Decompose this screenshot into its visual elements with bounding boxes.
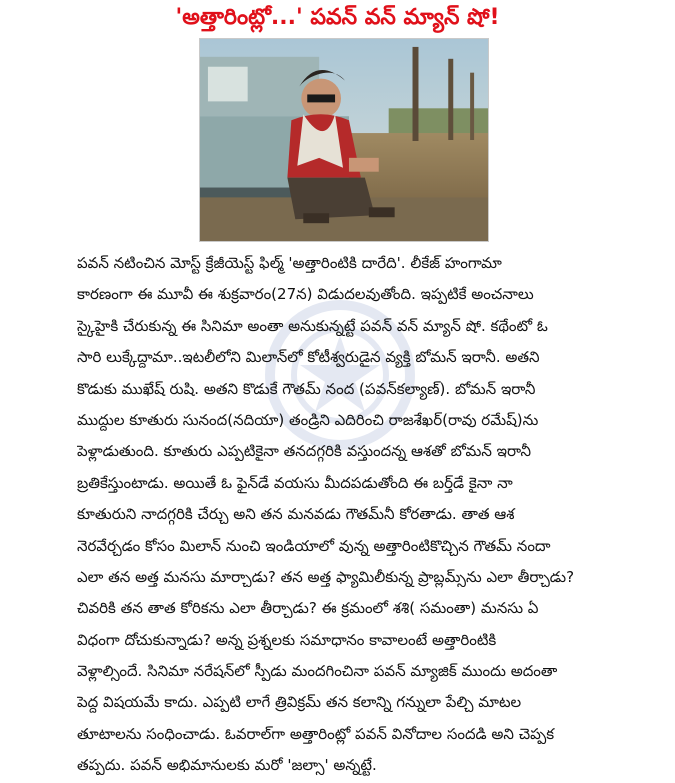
article-line: ఎలా తన అత్త మనసు మార్చాడు? తన అత్త ఫ్యామిలీకున్న ప్రాబ్లమ్స్‌ను ఎలా తీర్చాడు? <box>77 567 575 586</box>
article-line: విధంగా దోచుకున్నాడు? అన్న ప్రశ్నలకు సమాధానం కావాలంటే అత్తారింటికి <box>77 630 497 649</box>
article-line: కొడుకు ముఖేష్ రుషి. అతని కొడుకే గౌతమ్ నంద (పవన్‌కల్యాణ్). బోమన్ ఇరానీ <box>77 379 536 398</box>
article-line: నెరవేర్చడం కోసం మిలాన్ నుంచి ఇండియాలో వున్న అత్తారింటికొచ్చిన గౌతమ్ నందా <box>77 536 551 555</box>
actor-photo <box>199 38 489 242</box>
article-line: ముద్దుల కూతురు సునంద(నదియా) తండ్రిని ఎదిరించి రాజశేఖర్(రావు రమేష్)ను <box>77 410 539 429</box>
article-line: చివరికి తన తాత కోరికను ఎలా తీర్చాడు? ఈ క్రమంలో శశి( సమంతా) మనసు ఏ <box>77 599 539 618</box>
article-body <box>77 248 657 782</box>
article-line: పెళ్లాడుతుంది. కూతురు ఎప్పటికైనా తనదగ్గరికి వస్తుందన్న ఆశతో బోమన్ ఇరానీ <box>77 442 532 461</box>
article-line: పవన్ నటించిన మోస్ట్ క్రేజీయెస్ట్ ఫిల్మ్ 'అత్తారింటికి దారేది'. లీకేజ్ హంగామా <box>77 254 502 272</box>
article-line: కూతురుని నాదగ్గరికి చేర్చు అని తన మనవడు గౌతమ్‌నీ కోరతాడు. తాత ఆశ <box>77 505 515 524</box>
article-line: స్కైహైకి చేరుకున్న ఈ సినిమా అంతా అనుకున్నట్టే పవన్ వన్ మ్యాన్ షో. కథేంటో ఓ <box>77 316 548 335</box>
article-line: వెళ్లాల్సిందే. సినిమా నరేషన్‌లో స్పీడు మందగించినా పవన్ మ్యాజిక్ ముందు అదంతా <box>77 662 558 681</box>
article-line: కారణంగా ఈ మూవీ ఈ శుక్రవారం(27న) విడుదలవుతోంది. ఇప్పటికే అంచనాలు <box>77 285 534 304</box>
actor-photo-illustration <box>200 39 488 241</box>
article-line: సారి లుక్కేద్దామా..ఇటలీలోని మిలాన్‌లో కోటీశ్వరుడైన వ్యక్తి బోమన్ ఇరానీ. అతని <box>77 348 540 367</box>
article-line: తప్పదు. పవన్ అభిమానులకు మరో 'జల్సా' అన్నట్టే. <box>77 756 377 775</box>
article-line: తూటాలను సంధించాడు. ఓవరాల్‌గా అత్తారింట్లో పవన్ వినోదాల సందడి అని చెప్పక <box>77 724 555 743</box>
article-headline: 'అత్తారింట్లో...' పవన్ వన్ మ్యాన్ షో! <box>175 5 500 30</box>
article-line: బ్రతికేస్తుంటాడు. అయితే ఓ ఫైన్‌డే వయసు మీదపడుతోంది ఈ బర్త్‌డే కైనా నా <box>77 473 513 492</box>
article-line: పెద్ద విషయమే కాదు. ఎప్పటి లాగే త్రివిక్రమ్ తన కలాన్ని గన్నులా పేల్చి మాటల <box>77 693 522 712</box>
